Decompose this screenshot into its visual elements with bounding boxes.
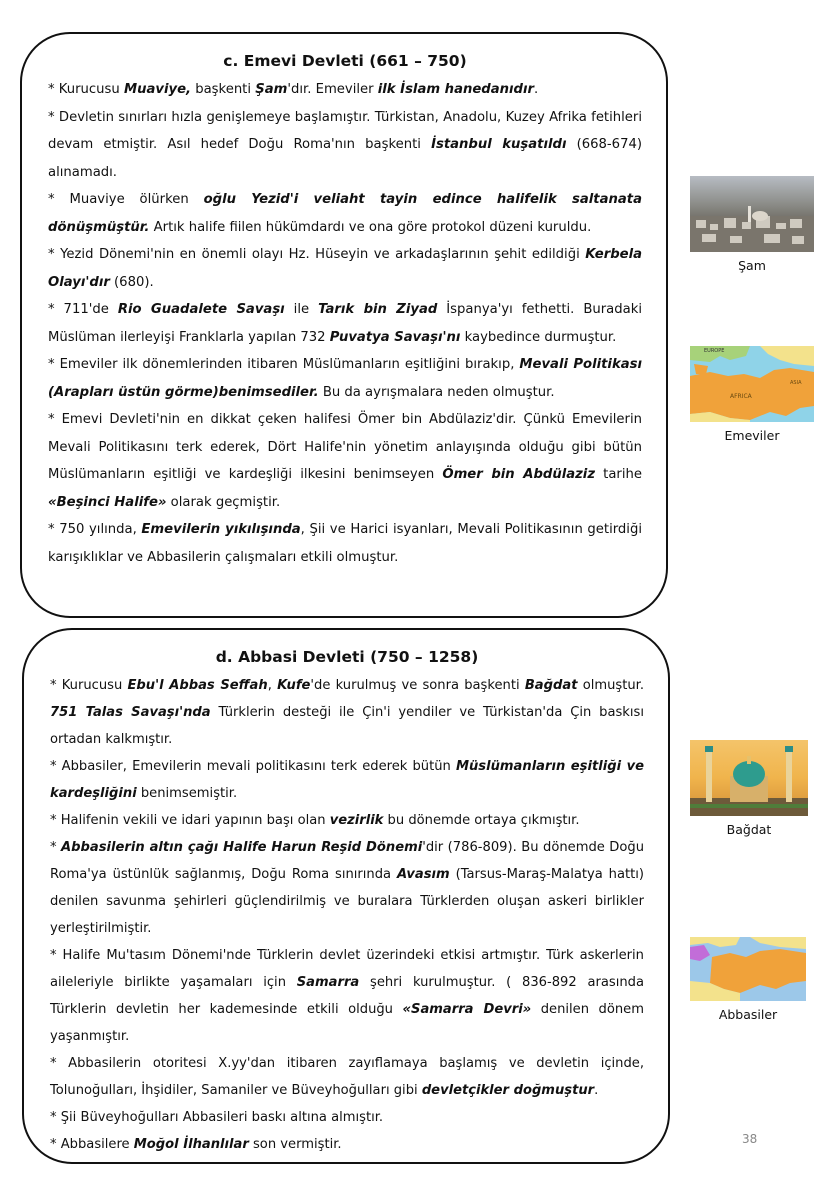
emphasis-text: Müslümanların eşitliği ve kardeşliğini	[50, 759, 644, 801]
body-text: * Kurucusu	[48, 82, 124, 97]
emevi-section	[20, 32, 668, 618]
emevi-paragraph	[48, 516, 642, 571]
body-text: *	[50, 840, 62, 855]
body-text: * Abbasilerin otoritesi X.yy'dan itibaren zayıflamaya başlamış ve devletin içinde, Tolunoğulları, İhşidiler, Samaniler ve Büveyhoğulları gibi	[50, 1056, 644, 1098]
emphasis-text: Emevilerin yıkılışında	[141, 522, 301, 537]
body-text: 'de kurulmuş ve sonra başkenti	[310, 678, 525, 693]
sam-image-block	[690, 176, 814, 273]
sam-photo	[690, 176, 814, 252]
body-text: ,	[267, 678, 278, 693]
bagdat-caption: Bağdat	[726, 822, 772, 837]
emphasis-text: Muaviye,	[123, 82, 192, 97]
emevi-paragraph	[48, 351, 642, 406]
abbasiler-map	[690, 937, 806, 1001]
emphasis-text: Bağdat	[524, 678, 578, 693]
emphasis-text: Puvatya Savaşı'nı	[329, 329, 461, 345]
emphasis-text: Mevali Politikası (Arapları üstün görme)benimsediler.	[48, 357, 642, 400]
emevi-paragraph	[48, 241, 642, 296]
body-text: * Kurucusu	[50, 678, 128, 693]
abbasi-paragraph	[50, 834, 644, 942]
emphasis-text: Samarra	[296, 975, 360, 990]
emevi-title: c. Emevi Devleti (661 – 750)	[223, 52, 467, 70]
abbasi-paragraph	[50, 807, 644, 834]
emphasis-text: Avasım	[396, 867, 450, 882]
body-text: bu dönemde ortaya çıkmıştır.	[383, 813, 580, 828]
body-text: * 711'de	[48, 302, 118, 317]
emphasis-text: oğlu Yezid'i veliaht tayin edince halifelik saltanata dönüşmüştür.	[48, 192, 642, 235]
bagdat-photo	[690, 740, 808, 816]
body-text: denilen dönem yaşanmıştır.	[50, 1002, 644, 1044]
body-text: (Tarsus-Maraş-Malatya hattı) denilen savunma şehirleri güçlendirilmiş ve buralara Türklerden oluşan askeri birlikler yerleştirilmiştir.	[50, 867, 644, 936]
body-text: * Devletin sınırları hızla genişlemeye başlamıştır. Türkistan, Anadolu, Kuzey Afrika fetihleri devam etmiştir. Asıl hedef Doğu Roma'nın başkenti	[48, 109, 642, 152]
body-text: ile	[284, 302, 319, 317]
map-label-africa: AFRICA	[730, 393, 752, 400]
emphasis-text: Şam	[255, 82, 288, 97]
emphasis-text: Rio Guadalete Savaşı	[117, 302, 285, 317]
body-text: son vermiştir.	[248, 1137, 342, 1152]
emphasis-text: Abbasilerin altın çağı Halife Harun Reşid Dönemi	[61, 840, 423, 855]
emeviler-caption: Emeviler	[724, 428, 780, 443]
emevi-paragraph	[48, 104, 642, 187]
emphasis-text: Tarık bin Ziyad	[318, 302, 438, 317]
body-text: * 750 yılında,	[48, 522, 142, 537]
body-text: 'dır. Emeviler	[287, 82, 378, 97]
emphasis-text: Moğol İlhanlılar	[133, 1137, 249, 1152]
emphasis-text: İstanbul kuşatıldı	[431, 137, 567, 152]
abbasi-paragraph	[50, 1131, 644, 1158]
emphasis-text: Ömer bin Abdülaziz	[442, 467, 595, 482]
body-text: * Abbasilere	[50, 1137, 134, 1152]
emevi-paragraph	[48, 76, 642, 104]
body-text: * Muaviye ölürken	[48, 192, 204, 207]
emevi-paragraph	[48, 186, 642, 241]
body-text: * Yezid Dönemi'nin en önemli olayı Hz. Hüseyin ve arkadaşlarının şehit edildiği	[48, 247, 586, 262]
body-text: kaybedince durmuştur.	[460, 329, 617, 345]
body-text: * Halife Mu'tasım Dönemi'nde Türklerin devlet üzerindeki etkisi artmıştır. Türk askerlerin aileleriyle birlikte yaşamaları için	[50, 948, 644, 990]
emevi-paragraph	[48, 406, 642, 516]
body-text: (668-674) alınamadı.	[48, 137, 642, 180]
body-text: * Abbasiler, Emevilerin mevali politikasını terk ederek bütün	[50, 759, 456, 774]
page-number: 38	[742, 1132, 758, 1146]
emphasis-text: 751 Talas Savaşı'nda	[50, 705, 211, 720]
emphasis-text: vezirlik	[329, 813, 384, 828]
abbasiler-map-block	[690, 937, 806, 1022]
body-text: olmuştur.	[577, 678, 645, 693]
abbasi-paragraph	[50, 753, 644, 807]
body-text: .	[594, 1083, 599, 1098]
body-text: * Emeviler ilk dönemlerinden itibaren Müslümanların eşitliğini bırakıp,	[48, 357, 520, 372]
bagdat-image-block	[690, 740, 808, 837]
body-text: * Şii Büveyhoğulları Abbasileri baskı altına almıştır.	[50, 1110, 384, 1125]
abbasi-title: d. Abbasi Devleti (750 – 1258)	[215, 648, 479, 666]
body-text: , Şii ve Harici isyanları, Mevali Politikasının getirdiği karışıklıklar ve Abbasilerin çalışmaları etkili olmuştur.	[48, 522, 642, 565]
body-text: şehri kurulmuştur. ( 836-892 arasında Türklerin devletin her kademesinde etkili olduğu	[50, 975, 644, 1017]
body-text: benimsemiştir.	[136, 786, 238, 801]
body-text: Bu da ayrışmalara neden olmuştur.	[318, 384, 555, 400]
abbasi-section	[22, 628, 670, 1164]
body-text: İspanya'yı fethetti. Buradaki Müslüman ilerleyişi Franklarla yapılan 732	[48, 302, 642, 345]
body-text: tarihe	[595, 467, 642, 482]
map-label-europe: EUROPE	[704, 348, 725, 354]
emphasis-text: Ebu'l Abbas Seffah	[127, 678, 268, 693]
body-text: Artık halife fiilen hükümdardı ve ona göre protokol düzeni kuruldu.	[149, 219, 592, 235]
body-text: * Halifenin vekili ve idari yapının başı olan	[50, 813, 330, 828]
abbasi-paragraph	[50, 942, 644, 1050]
body-text: başkenti	[191, 82, 256, 97]
emphasis-text: ilk İslam hanedanıdır	[377, 82, 535, 97]
body-text: .	[534, 82, 539, 97]
emeviler-map	[690, 346, 814, 422]
sam-caption: Şam	[738, 258, 766, 273]
emphasis-text: Kufe	[277, 678, 311, 693]
emevi-paragraph	[48, 296, 642, 351]
body-text: olarak geçmiştir.	[166, 494, 281, 510]
emphasis-text: «Samarra Devri»	[402, 1002, 532, 1017]
abbasi-paragraph	[50, 672, 644, 753]
map-label-asia: ASIA	[790, 380, 802, 386]
body-text: Türklerin desteği ile Çin'i yendiler ve Türkistan'da Çin baskısı ortadan kalkmıştır.	[50, 705, 644, 747]
body-text: * Emevi Devleti'nin en dikkat çeken halifesi Ömer bin Abdülaziz'dir. Çünkü Emevilerin Mevali Politikasını terk ederek, Dört Halife'nin yönetim anlayışında olduğu gibi bütün Müslümanların eşitliği ve kardeşliği ilkesini benimseyen	[48, 412, 642, 482]
emphasis-text: Kerbela Olayı'dır	[48, 247, 642, 290]
body-text: (680).	[109, 274, 154, 290]
abbasi-paragraph	[50, 1104, 644, 1131]
emphasis-text: devletçikler doğmuştur	[421, 1083, 595, 1098]
abbasiler-caption: Abbasiler	[718, 1007, 778, 1022]
emphasis-text: «Beşinci Halife»	[48, 494, 167, 510]
emeviler-map-block	[690, 346, 814, 443]
body-text: 'dir (786-809). Bu dönemde Doğu Roma'ya üstünlük sağlanmış, Doğu Roma sınırında	[50, 840, 645, 882]
abbasi-paragraph	[50, 1050, 644, 1104]
